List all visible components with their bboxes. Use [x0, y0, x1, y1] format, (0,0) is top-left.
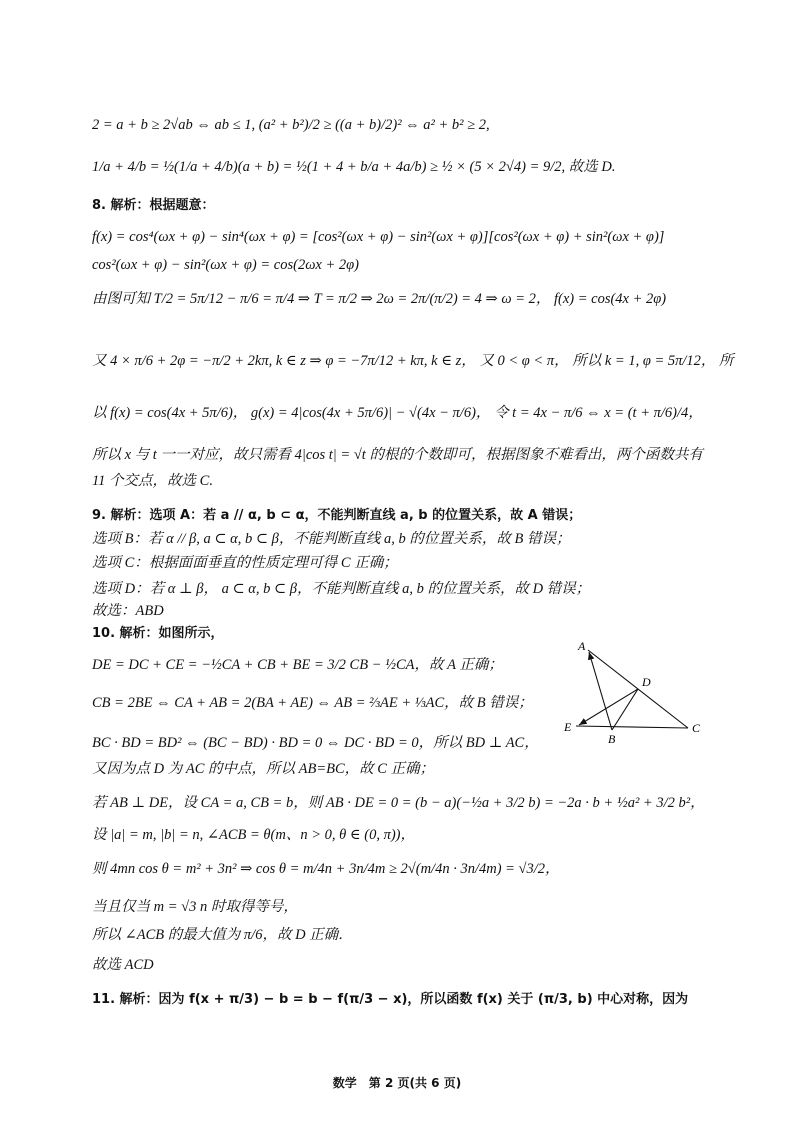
text-line: 故选：ABD — [92, 603, 164, 619]
text-line: 10. 解析：如图所示， — [92, 626, 224, 641]
text-line: 11 个交点，故选 C. — [92, 473, 213, 489]
segment-CE — [576, 726, 688, 728]
text-line: cos²(ωx + φ) − sin²(ωx + φ) = cos(2ωx + 2φ) — [92, 257, 360, 273]
text-line: 8. 解析：根据题意： — [92, 198, 215, 213]
label-A: A — [578, 639, 586, 653]
text-line: 故选 ACD — [92, 957, 154, 973]
text-line: 选项 D：若 α ⊥ β， a ⊂ α, b ⊂ β，不能判断直线 a, b 的位置关系，故 D 错误； — [92, 581, 591, 597]
text-line: 选项 C：根据面面垂直的性质定理可得 C 正确； — [92, 555, 398, 571]
text-line: 以 f(x) = cos(4x + 5π/6)， g(x) = 4|cos(4x + 5π/6)| − √(4x − π/6)， 令 t = 4x − π/6 ⇔ x = (t + π/6)/4， — [92, 405, 703, 421]
text-line: 选项 B：若 α // β, a ⊂ α, b ⊂ β，不能判断直线 a, b 的位置关系，故 B 错误； — [92, 531, 571, 547]
text-line: 当且仅当 m = √3 n 时取得等号， — [92, 899, 298, 915]
text-line: 所以 x 与 t 一一对应，故只需看 4|cos t| = √t 的根的个数即可，根据图象不难看出，两个函数共有 — [92, 447, 703, 463]
text-line: 9. 解析：选项 A：若 a // α, b ⊂ α，不能判断直线 a, b 的位置关系，故 A 错误； — [92, 508, 582, 523]
text-line: 则 4mn cos θ = m² + 3n² ⇒ cos θ = m/4n + 3n/4m ≥ 2√(m/4n · 3n/4m) = √3/2， — [92, 861, 560, 877]
text-line: DE = DC + CE = −½CA + CB + BE = 3/2 CB − ½CA，故 A 正确； — [92, 657, 503, 673]
text-line: 2 = a + b ≥ 2√ab ⇔ ab ≤ 1, (a² + b²)/2 ≥ ((a + b)/2)² ⇔ a² + b² ≥ 2, — [92, 117, 490, 133]
segment-BD — [612, 689, 638, 730]
page-footer: 数学 第 2 页(共 6 页) — [332, 1076, 462, 1090]
label-D: D — [642, 675, 651, 689]
text-line: BC · BD = BD² ⇔ (BC − BD) · BD = 0 ⇔ DC · BD = 0，所以 BD ⊥ AC， — [92, 735, 539, 751]
text-line: f(x) = cos⁴(ωx + φ) − sin⁴(ωx + φ) = [cos²(ωx + φ) − sin²(ωx + φ)][cos²(ωx + φ) + sin²(ωx + φ)] — [92, 229, 665, 245]
text-line: 所以 ∠ACB 的最大值为 π/6，故 D 正确． — [92, 927, 353, 943]
text-line: 又 4 × π/6 + 2φ = −π/2 + 2kπ, k ∈ z ⇒ φ = −7π/12 + kπ, k ∈ z， 又 0 < φ < π， 所以 k = 1, φ = 5π/12， 所 — [92, 353, 734, 369]
label-E: E — [564, 720, 572, 734]
text-line: CB = 2BE ⇔ CA + AB = 2(BA + AE) ⇔ AB = ⅔AE + ⅓AC，故 B 错误； — [92, 695, 533, 711]
text-line: 若 AB ⊥ DE，设 CA = a, CB = b，则 AB · DE = 0 = (b − a)(−½a + 3/2 b) = −2a · b + ½a² + 3/2 b²， — [92, 795, 705, 811]
label-C: C — [692, 721, 701, 735]
triangle-diagram — [560, 638, 710, 748]
text-line: 1/a + 4/b = ½(1/a + 4/b)(a + b) = ½(1 + 4 + b/a + 4a/b) ≥ ½ × (5 × 2√4) = 9/2, 故选 D. — [92, 159, 616, 175]
vector-BA — [589, 652, 612, 730]
text-line: 又因为点 D 为 AC 的中点，所以 AB=BC，故 C 正确； — [92, 761, 435, 777]
text-line: 设 |a| = m, |b| = n, ∠ACB = θ(m、n > 0, θ ∈ (0, π))， — [92, 827, 415, 843]
text-line: 由图可知 T/2 = 5π/12 − π/6 = π/4 ⇒ T = π/2 ⇒ 2ω = 2π/(π/2) = 4 ⇒ ω = 2， f(x) = cos(4x + 2φ) — [92, 291, 667, 307]
text-line: 11. 解析：因为 f(x + π/3) − b = b − f(π/3 − x)，所以函数 f(x) 关于 (π/3, b) 中心对称，因为 — [92, 992, 689, 1007]
label-B: B — [608, 732, 616, 746]
